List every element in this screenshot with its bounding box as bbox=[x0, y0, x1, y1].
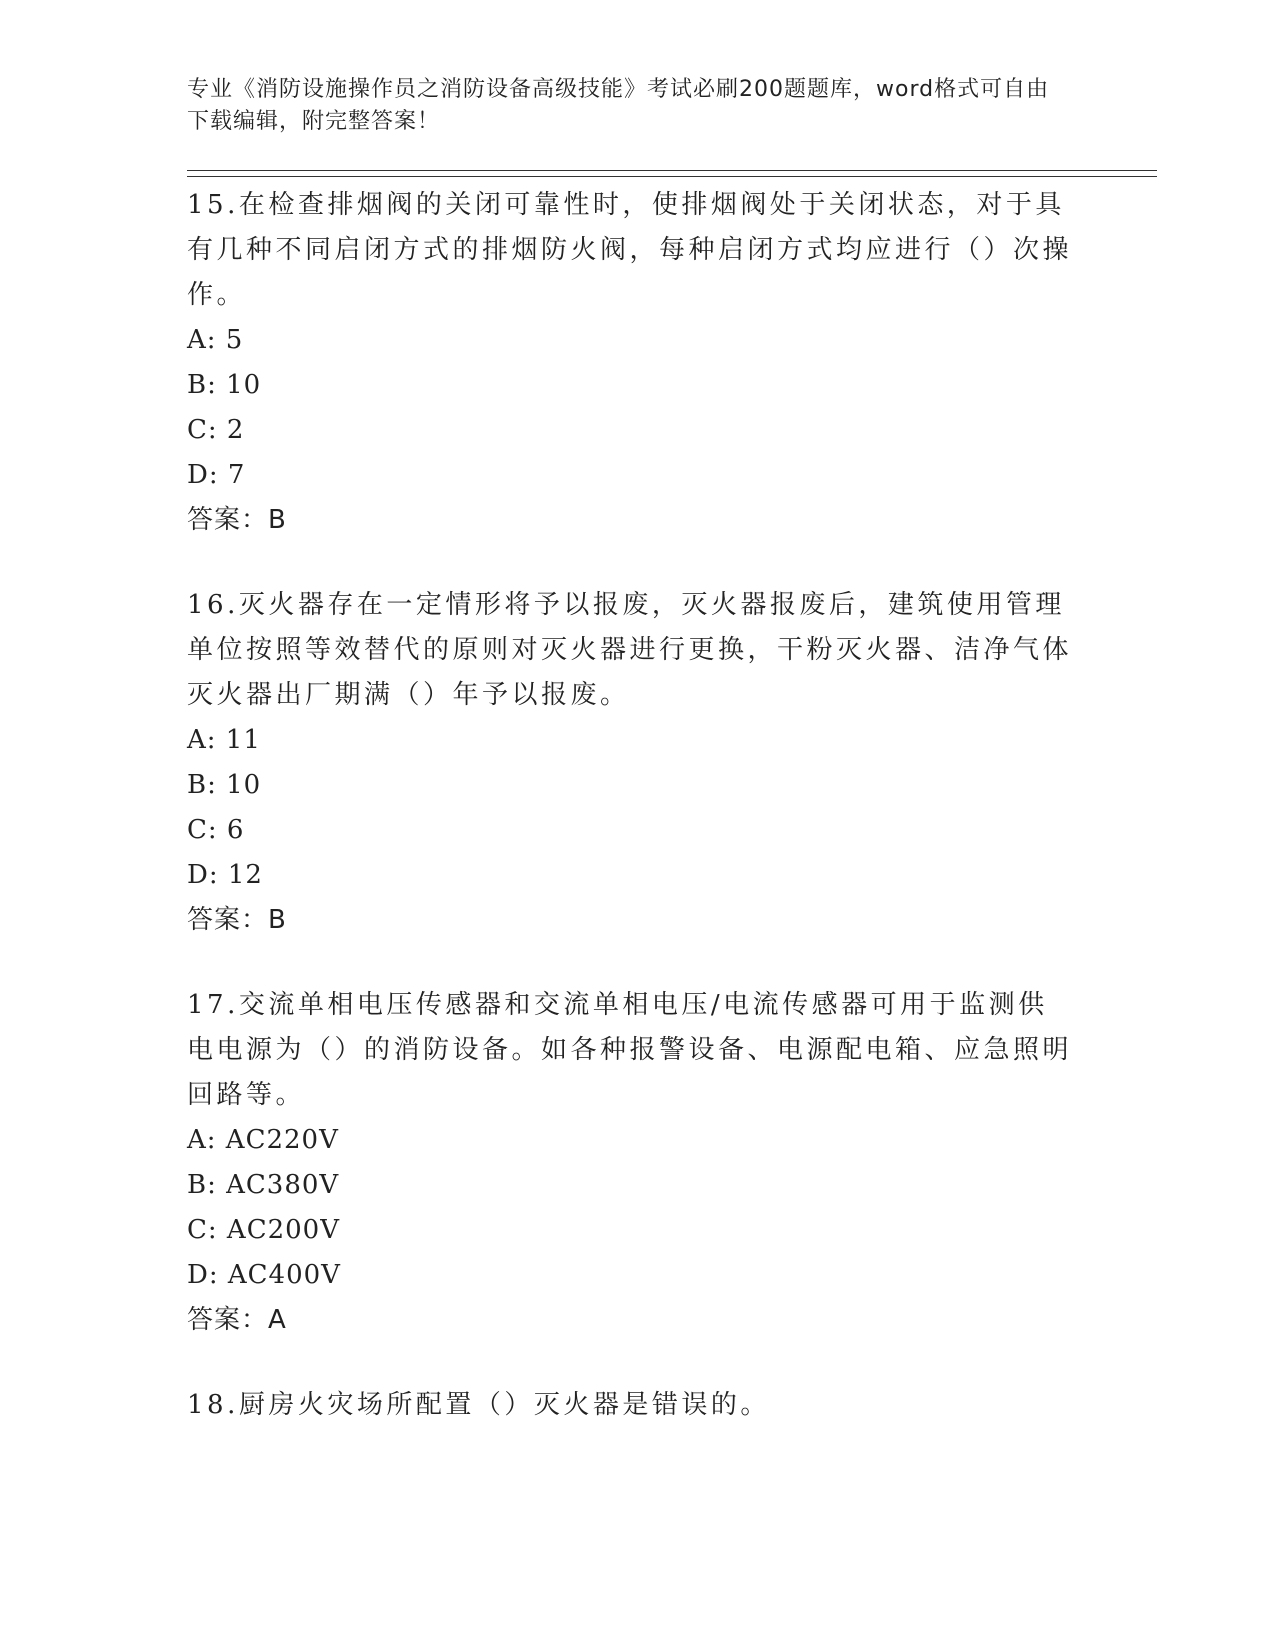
document-header: 专业《消防设施操作员之消防设备高级技能》考试必刷200题题库，word格式可自由下载编辑，附完整答案！ bbox=[187, 77, 1050, 134]
option-a: A: 11 bbox=[187, 725, 261, 755]
answer: 答案：B bbox=[187, 505, 287, 535]
question-18 bbox=[187, 1383, 1147, 1428]
option-b: B: 10 bbox=[187, 770, 262, 800]
question-text: 18.厨房火灾场所配置（）灭火器是错误的。 bbox=[187, 1390, 770, 1420]
question-text: 17.交流单相电压传感器和交流单相电压/电流传感器可用于监测供电电源为（）的消防设备。如各种报警设备、电源配电箱、应急照明回路等。 bbox=[187, 990, 1073, 1110]
answer: 答案：A bbox=[187, 1305, 287, 1335]
option-b: B: 10 bbox=[187, 370, 262, 400]
option-a: A: 5 bbox=[187, 325, 244, 355]
option-c: C: 6 bbox=[187, 815, 245, 845]
option-d: D: 12 bbox=[187, 860, 263, 890]
option-a: A: AC220V bbox=[187, 1125, 339, 1155]
document-page bbox=[187, 74, 1147, 1428]
question-text: 15.在检查排烟阀的关闭可靠性时，使排烟阀处于关闭状态，对于具有几种不同启闭方式的排烟防火阀，每种启闭方式均应进行（）次操作。 bbox=[187, 190, 1073, 310]
question-17 bbox=[187, 983, 1147, 1343]
question-16 bbox=[187, 583, 1147, 943]
option-d: D: AC400V bbox=[187, 1260, 341, 1290]
header-divider bbox=[187, 170, 1157, 177]
question-text: 16.灭火器存在一定情形将予以报废，灭火器报废后，建筑使用管理单位按照等效替代的原则对灭火器进行更换，干粉灭火器、洁净气体灭火器出厂期满（）年予以报废。 bbox=[187, 590, 1073, 710]
answer: 答案：B bbox=[187, 905, 287, 935]
option-c: C: AC200V bbox=[187, 1215, 340, 1245]
question-15 bbox=[187, 183, 1147, 543]
option-b: B: AC380V bbox=[187, 1170, 340, 1200]
option-d: D: 7 bbox=[187, 460, 246, 490]
option-c: C: 2 bbox=[187, 415, 245, 445]
